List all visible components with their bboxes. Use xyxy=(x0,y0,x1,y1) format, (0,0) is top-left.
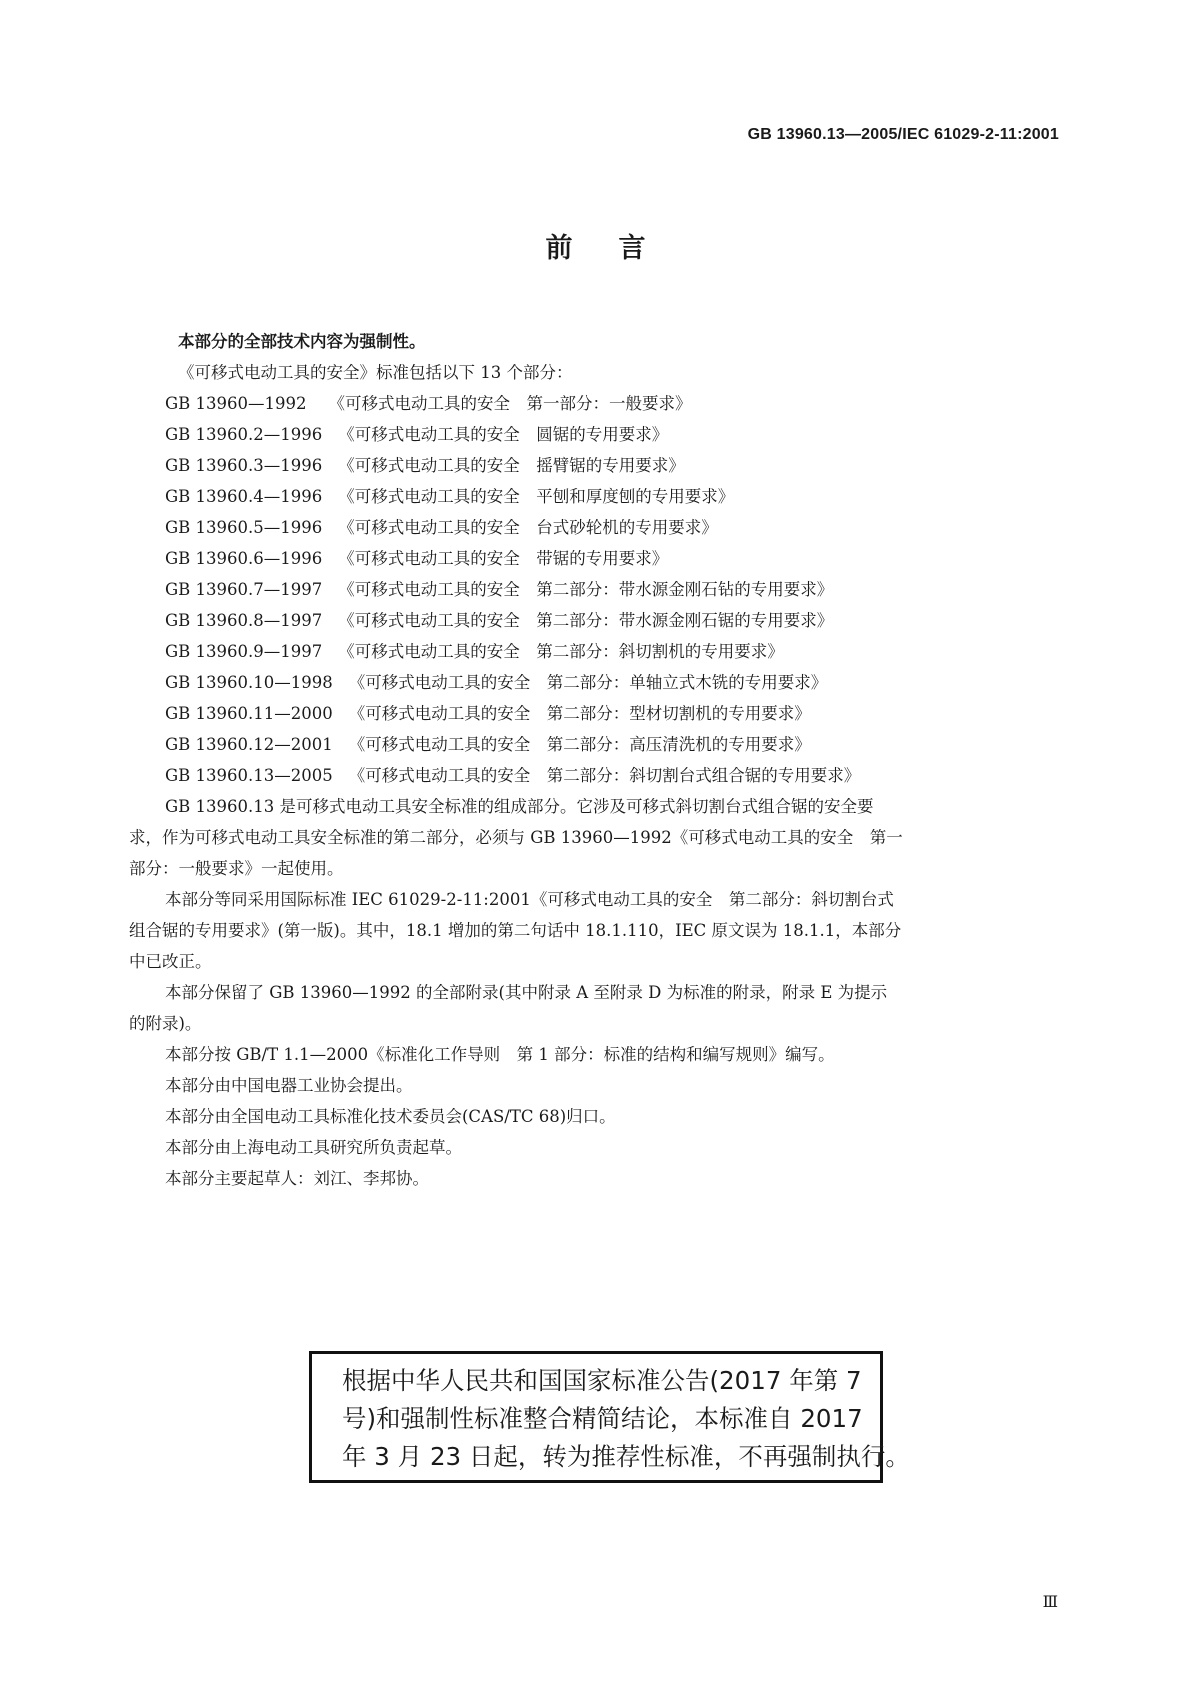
standard-code: GB 13960.5—1996 xyxy=(165,518,323,537)
paragraph-drafters: 本部分主要起草人：刘江、李邦协。 xyxy=(165,1169,429,1188)
list-item xyxy=(165,698,1062,729)
standard-number-header: GB 13960.13—2005/IEC 61029-2-11:2001 xyxy=(747,126,1059,143)
standard-title: 《可移式电动工具的安全 圆锯的专用要求》 xyxy=(338,425,669,444)
list-item xyxy=(165,512,1062,543)
standard-code: GB 13960.7—1997 xyxy=(165,580,323,599)
paragraph-scope xyxy=(129,791,1062,884)
standard-code: GB 13960.2—1996 xyxy=(165,425,323,444)
list-item xyxy=(165,481,1062,512)
list-item xyxy=(165,574,1062,605)
list-item xyxy=(165,388,1062,419)
paragraph-technical-committee: 本部分由全国电动工具标准化技术委员会(CAS/TC 68)归口。 xyxy=(165,1107,616,1126)
standard-code: GB 13960—1992 xyxy=(165,394,307,413)
standard-code: GB 13960.8—1997 xyxy=(165,611,323,630)
paragraph-line: 求，作为可移式电动工具安全标准的第二部分，必须与 GB 13960—1992《可移式电动工具的安全 第一 xyxy=(129,828,903,847)
list-item xyxy=(165,419,1062,450)
paragraph-line: 本部分保留了 GB 13960—1992 的全部附录(其中附录 A 至附录 D 为标准的附录，附录 E 为提示 xyxy=(165,983,888,1002)
standard-title: 《可移式电动工具的安全 台式砂轮机的专用要求》 xyxy=(338,518,718,537)
standard-title: 《可移式电动工具的安全 第二部分：斜切割台式组合锯的专用要求》 xyxy=(348,766,861,785)
standard-title: 《可移式电动工具的安全 第二部分：单轴立式木铣的专用要求》 xyxy=(348,673,828,692)
parts-list-heading: 《可移式电动工具的安全》标准包括以下 13 个部分： xyxy=(178,363,573,382)
paragraph-line: 的附录)。 xyxy=(129,1014,202,1033)
paragraph-drafting-organization: 本部分由上海电动工具研究所负责起草。 xyxy=(165,1138,462,1157)
page-title: 前言 xyxy=(545,233,692,264)
standard-title: 《可移式电动工具的安全 第二部分：带水源金刚石钻的专用要求》 xyxy=(338,580,834,599)
standard-title: 《可移式电动工具的安全 平刨和厚度刨的专用要求》 xyxy=(338,487,735,506)
standard-title: 《可移式电动工具的安全 第一部分：一般要求》 xyxy=(328,394,692,413)
status-notice-box xyxy=(309,1351,910,1483)
paragraph-line: 部分：一般要求》一起使用。 xyxy=(129,859,344,878)
standard-title: 《可移式电动工具的安全 第二部分：带水源金刚石锯的专用要求》 xyxy=(338,611,834,630)
standard-code: GB 13960.9—1997 xyxy=(165,642,323,661)
standard-code: GB 13960.6—1996 xyxy=(165,549,323,568)
standard-code: GB 13960.12—2001 xyxy=(165,735,333,754)
paragraph-proposer: 本部分由中国电器工业协会提出。 xyxy=(165,1076,413,1095)
standard-code: GB 13960.10—1998 xyxy=(165,673,333,692)
standard-code: GB 13960.3—1996 xyxy=(165,456,323,475)
standard-code: GB 13960.11—2000 xyxy=(165,704,333,723)
parts-list xyxy=(165,388,1062,791)
standard-title: 《可移式电动工具的安全 第二部分：高压清洗机的专用要求》 xyxy=(348,735,811,754)
paragraph-adoption xyxy=(129,884,1062,977)
paragraph-drafting-rules: 本部分按 GB/T 1.1—2000《标准化工作导则 第 1 部分：标准的结构和编写规则》编写。 xyxy=(165,1045,835,1064)
standard-title: 《可移式电动工具的安全 带锯的专用要求》 xyxy=(338,549,669,568)
list-item xyxy=(165,729,1062,760)
list-item xyxy=(165,760,1062,791)
notice-line: 根据中华人民共和国国家标准公告(2017 年第 7 xyxy=(342,1366,862,1395)
standard-title: 《可移式电动工具的安全 摇臂锯的专用要求》 xyxy=(338,456,685,475)
list-item xyxy=(165,450,1062,481)
page-number: Ⅲ xyxy=(1042,1592,1058,1611)
list-item xyxy=(165,543,1062,574)
paragraph-line: GB 13960.13 是可移式电动工具安全标准的组成部分。它涉及可移式斜切割台式组合锯的安全要 xyxy=(165,797,874,816)
paragraph-line: 本部分等同采用国际标准 IEC 61029-2-11:2001《可移式电动工具的安全 第二部分：斜切割台式 xyxy=(165,890,894,909)
standard-title: 《可移式电动工具的安全 第二部分：型材切割机的专用要求》 xyxy=(348,704,811,723)
standard-code: GB 13960.13—2005 xyxy=(165,766,333,785)
mandatory-statement: 本部分的全部技术内容为强制性。 xyxy=(178,332,426,351)
foreword-body xyxy=(129,326,1062,1194)
standard-code: GB 13960.4—1996 xyxy=(165,487,323,506)
list-item xyxy=(165,605,1062,636)
list-item xyxy=(165,667,1062,698)
list-item xyxy=(165,636,1062,667)
standard-title: 《可移式电动工具的安全 第二部分：斜切割机的专用要求》 xyxy=(338,642,784,661)
notice-line: 号)和强制性标准整合精简结论，本标准自 2017 xyxy=(342,1404,863,1433)
paragraph-line: 组合锯的专用要求》(第一版)。其中，18.1 增加的第二句话中 18.1.110，IEC 原文误为 18.1.1，本部分 xyxy=(129,921,902,940)
paragraph-annexes xyxy=(129,977,1062,1039)
paragraph-line: 中已改正。 xyxy=(129,952,212,971)
notice-line: 年 3 月 23 日起，转为推荐性标准，不再强制执行。 xyxy=(342,1442,910,1471)
